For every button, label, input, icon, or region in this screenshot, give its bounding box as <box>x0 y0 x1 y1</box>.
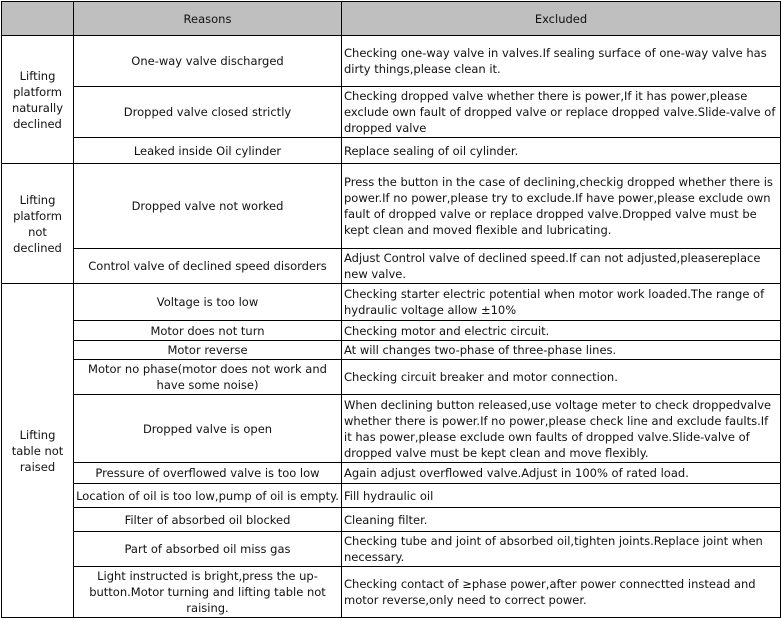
excluded-cell: Again adjust overflowed valve.Adjust in 100% of rated load. <box>342 463 781 484</box>
reason-cell: Part of absorbed oil miss gas <box>74 532 342 567</box>
reason-cell: Dropped valve closed strictly <box>74 87 342 138</box>
reason-cell: Pressure of overflowed valve is too low <box>74 463 342 484</box>
excluded-cell: Checking starter electric potential when motor work loaded.The range of hydraulic voltage allow ±10% <box>342 284 781 321</box>
table-row <box>2 87 781 138</box>
excluded-cell: Checking dropped valve whether there is power,If it has power,please exclude own fault of dropped valve or replace dropped valve.Slide-valve of dropped valve <box>342 87 781 138</box>
excluded-cell: Press the button in the case of declining,checkig dropped whether there is power.If no power,please try to exclude.If have power,please exclude own fault of dropped valve or replace dropped valve.Dropped valve must be kept clean and moved flexible and lubricating. <box>342 164 781 249</box>
excluded-cell: Checking contact of ≥phase power,after power connectted instead and motor reverse,only need to correct power. <box>342 567 781 618</box>
reason-cell: One-way valve discharged <box>74 36 342 87</box>
excluded-cell: Checking one-way valve in valves.If sealing surface of one-way valve has dirty things,please clean it. <box>342 36 781 87</box>
table-row <box>2 395 781 463</box>
table-row <box>2 567 781 618</box>
table-row <box>2 508 781 532</box>
troubleshooting-table <box>1 1 781 618</box>
reasons-header: Reasons <box>74 2 342 36</box>
reason-cell: Leaked inside Oil cylinder <box>74 138 342 164</box>
reason-cell: Dropped valve not worked <box>74 164 342 249</box>
excluded-cell: When declining button released,use voltage meter to check droppedvalve whether there is power.If no power,please check line and exclude faults.If it has power,please exclude own faults of dropped valve.Slide-valve of dropped valve must be kept clean and move flexibly. <box>342 395 781 463</box>
excluded-cell: Cleaning filter. <box>342 508 781 532</box>
header-row <box>2 2 781 36</box>
excluded-cell: Replace sealing of oil cylinder. <box>342 138 781 164</box>
excluded-cell: Checking motor and electric circuit. <box>342 321 781 341</box>
table-row <box>2 360 781 395</box>
table-row <box>2 249 781 284</box>
symptom-cell: Lifting table not raised <box>2 284 74 618</box>
table-row <box>2 36 781 87</box>
table-row <box>2 463 781 484</box>
reason-cell: Control valve of declined speed disorders <box>74 249 342 284</box>
reason-cell: Motor reverse <box>74 341 342 360</box>
reason-cell: Voltage is too low <box>74 284 342 321</box>
excluded-cell: Checking circuit breaker and motor connection. <box>342 360 781 395</box>
excluded-cell: At will changes two-phase of three-phase lines. <box>342 341 781 360</box>
table-row <box>2 138 781 164</box>
reason-cell: Motor no phase(motor does not work and have some noise) <box>74 360 342 395</box>
table-row <box>2 284 781 321</box>
symptom-cell: Lifting platform not declined <box>2 164 74 284</box>
table-row <box>2 341 781 360</box>
reason-cell: Dropped valve is open <box>74 395 342 463</box>
reason-cell: Motor does not turn <box>74 321 342 341</box>
excluded-header: Excluded <box>342 2 781 36</box>
reason-cell: Filter of absorbed oil blocked <box>74 508 342 532</box>
reason-cell: Light instructed is bright,press the up-button.Motor turning and lifting table not raising. <box>74 567 342 618</box>
excluded-cell: Fill hydraulic oil <box>342 484 781 508</box>
table-row <box>2 532 781 567</box>
table-row <box>2 321 781 341</box>
table-row <box>2 484 781 508</box>
excluded-cell: Adjust Control valve of declined speed.If can not adjusted,pleasereplace new valve. <box>342 249 781 284</box>
symptom-header <box>2 2 74 36</box>
excluded-cell: Checking tube and joint of absorbed oil,tighten joints.Replace joint when necessary. <box>342 532 781 567</box>
symptom-cell: Lifting platform naturally declined <box>2 36 74 164</box>
table-row <box>2 164 781 249</box>
reason-cell: Location of oil is too low,pump of oil is empty. <box>74 484 342 508</box>
